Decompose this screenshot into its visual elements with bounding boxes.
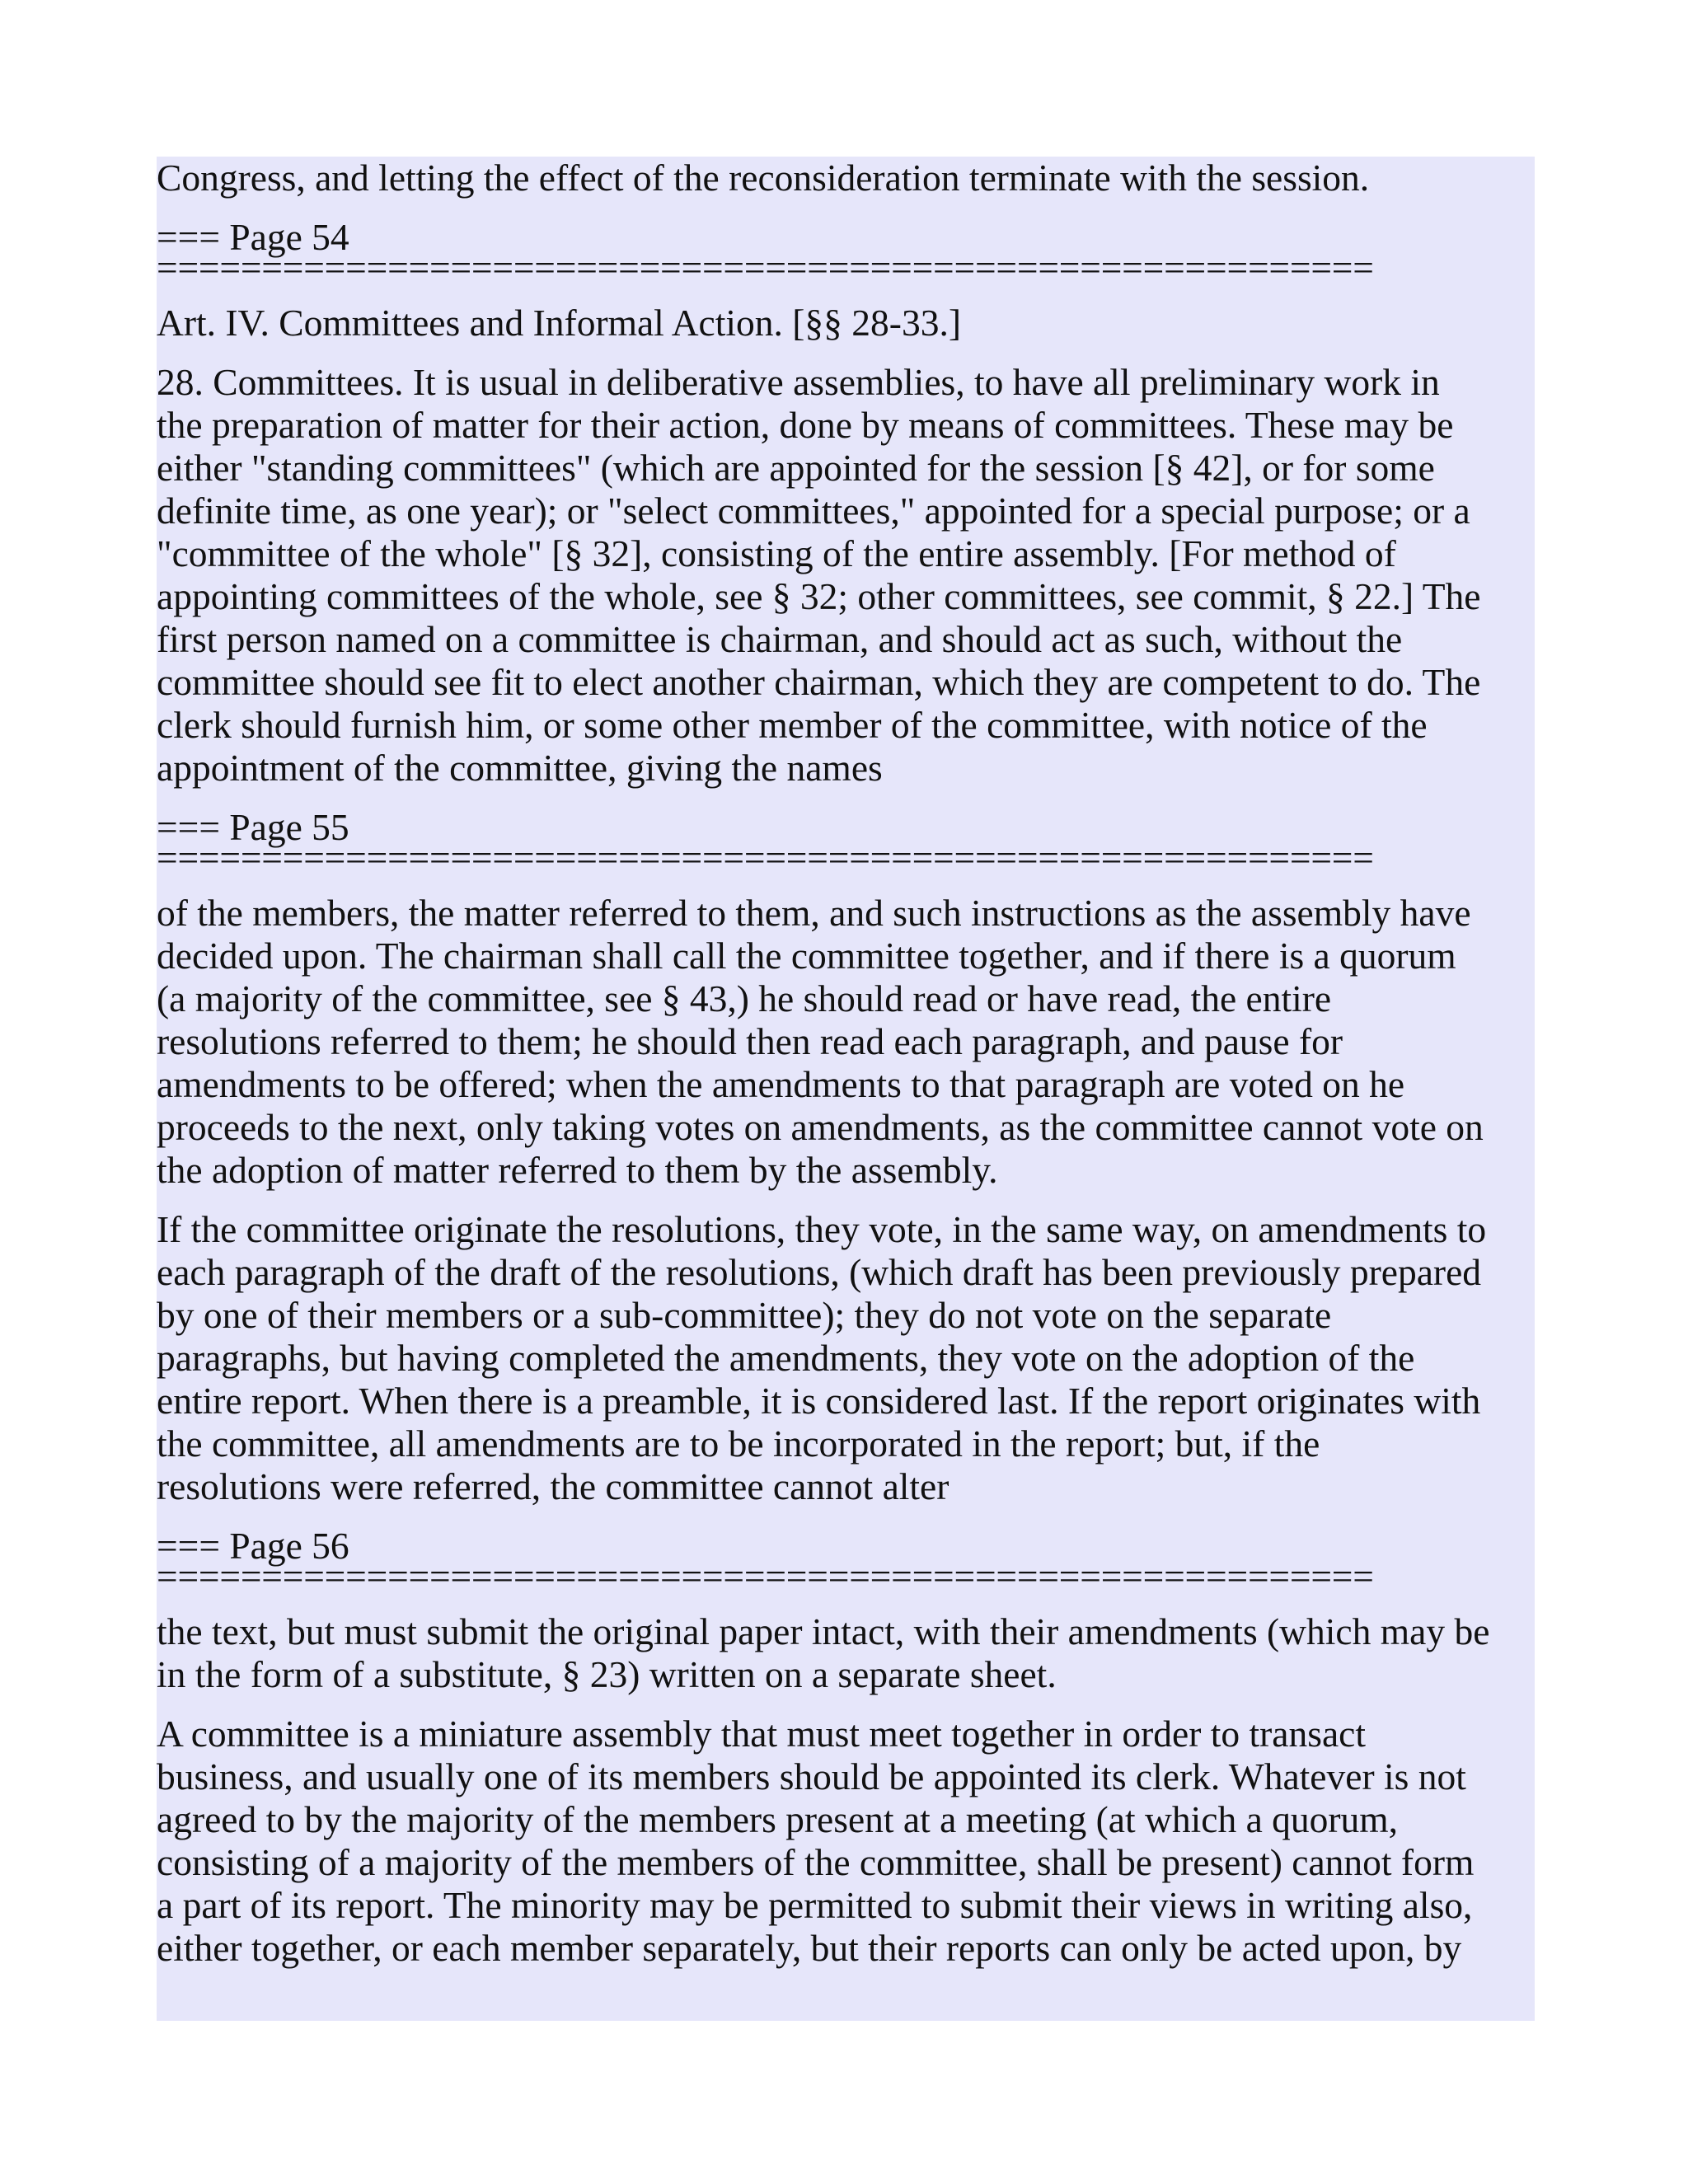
text-line: 28. Committees. It is usual in deliberative assemblies, to have all preliminary work in [157, 361, 1440, 403]
text-line: the adoption of matter referred to them by the assembly. [157, 1149, 998, 1191]
page-break-56 [157, 1525, 1535, 1597]
text-line: of the members, the matter referred to them, and such instructions as the assembly have [157, 892, 1471, 934]
text-line: by one of their members or a sub-committee); they do not vote on the separate [157, 1294, 1332, 1336]
text-line: amendments to be offered; when the amendments to that paragraph are voted on he [157, 1063, 1405, 1105]
paragraph-originate [157, 1208, 1535, 1508]
text-line: "committee of the whole" [§ 32], consisting of the entire assembly. [For method of [157, 532, 1396, 574]
text-line: proceeds to the next, only taking votes on amendments, as the committee cannot vote on [157, 1106, 1484, 1148]
text-line: the text, but must submit the original paper intact, with their amendments (which may be [157, 1610, 1490, 1652]
page-marker: === Page 54 [157, 216, 349, 258]
page-marker: === Page 55 [157, 806, 349, 848]
text-line: either together, or each member separately, but their reports can only be acted upon, by [157, 1927, 1462, 1969]
page-break-54 [157, 216, 1535, 288]
page-rule: ========================================================== [157, 246, 1374, 288]
paragraph-text [157, 1610, 1535, 1696]
paragraph-members [157, 892, 1535, 1192]
text-line: the preparation of matter for their action, done by means of committees. These may be [157, 404, 1454, 446]
text-line: paragraphs, but having completed the amendments, they vote on the adoption of the [157, 1337, 1415, 1379]
text-line: appointing committees of the whole, see § 32; other committees, see commit, § 22.] The [157, 575, 1481, 617]
page-rule: ========================================================== [157, 1555, 1374, 1597]
page-rule: ========================================================== [157, 837, 1374, 879]
text-line: first person named on a committee is chairman, and should act as such, without the [157, 618, 1403, 660]
article-heading [157, 302, 1535, 344]
text-line: a part of its report. The minority may be permitted to submit their views in writing also, [157, 1884, 1473, 1926]
paragraph-miniature-assembly [157, 1713, 1535, 1970]
text-line: consisting of a majority of the members of the committee, shall be present) cannot form [157, 1841, 1475, 1883]
text-line: If the committee originate the resolutions, they vote, in the same way, on amendments to [157, 1208, 1487, 1250]
page-marker: === Page 56 [157, 1525, 349, 1567]
text-line: in the form of a substitute, § 23) written on a separate sheet. [157, 1653, 1057, 1695]
text-line: entire report. When there is a preamble, it is considered last. If the report originates with [157, 1380, 1481, 1422]
heading-line: Art. IV. Committees and Informal Action. [§§ 28-33.] [157, 302, 961, 344]
text-line: A committee is a miniature assembly that must meet together in order to transact [157, 1713, 1366, 1755]
paragraph-continuation [157, 157, 1535, 199]
text-line: the committee, all amendments are to be incorporated in the report; but, if the [157, 1422, 1320, 1465]
text-line: Congress, and letting the effect of the reconsideration terminate with the session. [157, 157, 1370, 199]
text-line: either "standing committees" (which are appointed for the session [§ 42], or for some [157, 447, 1435, 489]
page-break-55 [157, 806, 1535, 879]
text-line: appointment of the committee, giving the names [157, 747, 883, 789]
text-line: resolutions referred to them; he should then read each paragraph, and pause for [157, 1020, 1343, 1062]
text-line: resolutions were referred, the committee cannot alter [157, 1465, 950, 1507]
text-line: definite time, as one year); or "select committees," appointed for a special purpose; or a [157, 490, 1470, 532]
text-line: decided upon. The chairman shall call the committee together, and if there is a quorum [157, 935, 1456, 977]
text-line: committee should see fit to elect another chairman, which they are competent to do. The [157, 661, 1481, 703]
text-line: each paragraph of the draft of the resolutions, (which draft has been previously prepared [157, 1251, 1482, 1293]
document-text-block [157, 157, 1535, 2021]
text-line: (a majority of the committee, see § 43,) he should read or have read, the entire [157, 977, 1332, 1019]
text-line: business, and usually one of its members should be appointed its clerk. Whatever is not [157, 1755, 1466, 1797]
paragraph-committees [157, 361, 1535, 790]
text-line: agreed to by the majority of the members present at a meeting (at which a quorum, [157, 1798, 1399, 1840]
text-line: clerk should furnish him, or some other member of the committee, with notice of the [157, 704, 1428, 746]
